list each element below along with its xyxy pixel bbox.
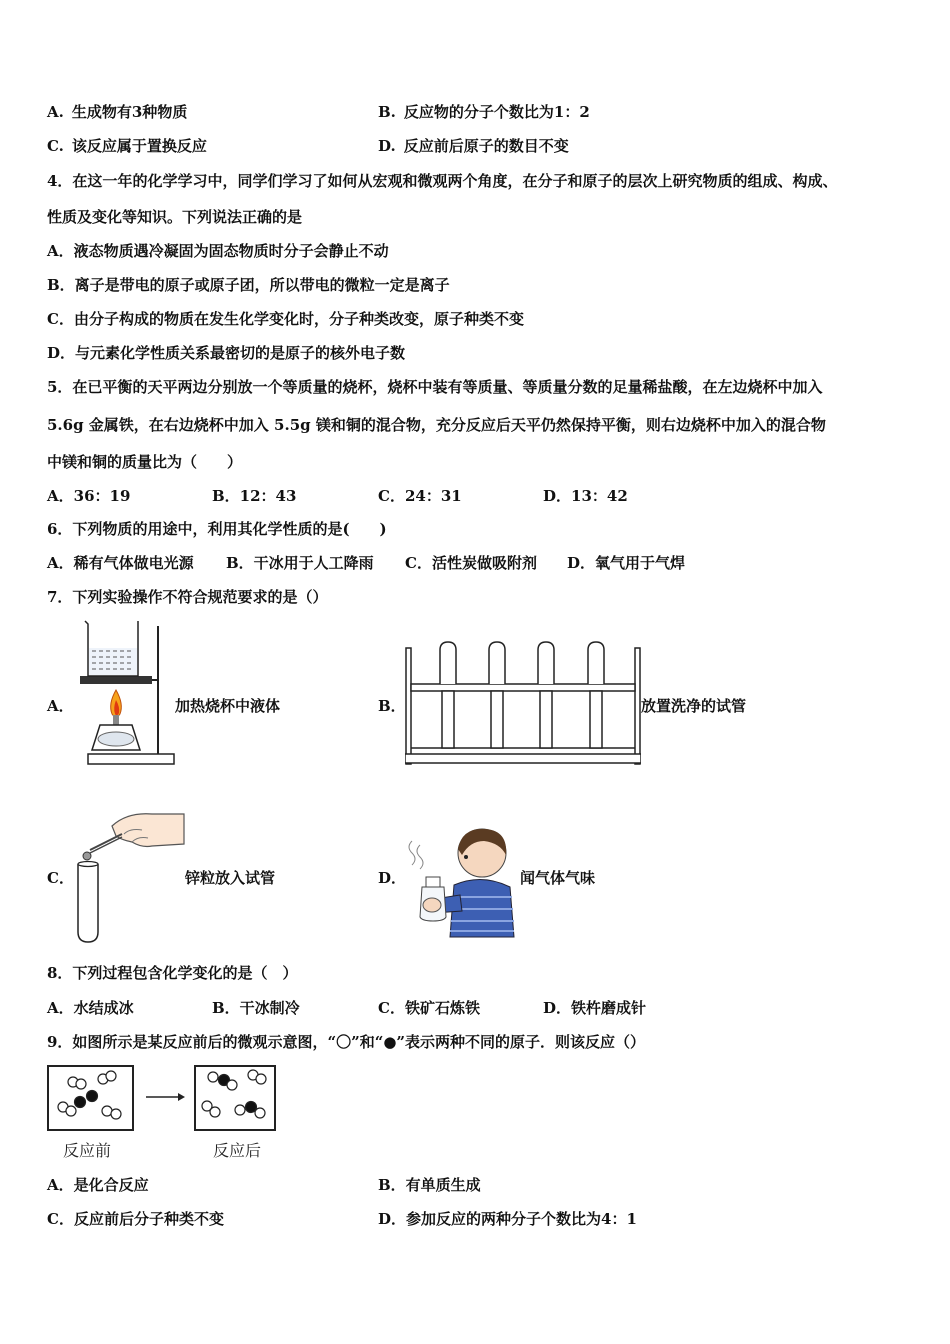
q8-option-c: C．铁矿石炼铁 xyxy=(378,999,480,1017)
test-tube-rack-figure xyxy=(405,638,641,768)
q5-option-a: A．36：19 xyxy=(47,487,131,505)
q6-option-d: D．氧气用于气焊 xyxy=(567,554,686,572)
reaction-before-label: 反应前 xyxy=(63,1141,112,1160)
heating-beaker-figure xyxy=(80,618,180,768)
q4-option-d: D．与元素化学性质关系最密切的是原子的核外电子数 xyxy=(47,344,406,362)
q7-option-d-label: D． xyxy=(378,869,407,887)
q5-option-c: C．24：31 xyxy=(378,487,462,505)
q8-stem: 8．下列过程包含化学变化的是（ ） xyxy=(47,964,298,982)
reaction-micro-diagram xyxy=(46,1064,278,1134)
q7-option-c-caption: 锌粒放入试管 xyxy=(185,869,276,887)
q3-option-d: D. 反应前后原子的数目不变 xyxy=(378,137,569,155)
q4-option-c: C．由分子构成的物质在发生化学变化时，分子种类改变，原子种类不变 xyxy=(47,310,524,328)
q8-option-d: D．铁杵磨成针 xyxy=(543,999,647,1017)
q9-option-a: A．是化合反应 xyxy=(47,1176,149,1194)
q6-option-a: A．稀有气体做电光源 xyxy=(47,554,194,572)
q7-option-b-label: B． xyxy=(378,697,406,715)
zinc-into-tube-figure xyxy=(72,806,187,946)
reaction-after-label: 反应后 xyxy=(213,1141,262,1160)
smelling-gas-figure xyxy=(404,825,519,943)
q6-option-c: C．活性炭做吸附剂 xyxy=(405,554,537,572)
q4-option-b: B．离子是带电的原子或原子团，所以带电的微粒一定是离子 xyxy=(47,276,450,294)
q9-option-d: D．参加反应的两种分子个数比为4：1 xyxy=(378,1210,637,1228)
q5-stem-line3: 中镁和铜的质量比为（ ） xyxy=(47,453,243,471)
q8-option-b: B．干冰制冷 xyxy=(212,999,300,1017)
q5-option-d: D．13：42 xyxy=(543,487,628,505)
q7-option-c-label: C． xyxy=(47,869,74,887)
q7-option-a-label: A． xyxy=(47,697,74,715)
q3-option-c: C. 该反应属于置换反应 xyxy=(47,137,207,155)
q5-stem-line1: 5．在已平衡的天平两边分别放一个等质量的烧杯，烧杯中装有等质量、等质量分数的足量稀盐酸，在左边烧杯中加入 xyxy=(47,378,823,396)
q8-option-a: A．水结成冰 xyxy=(47,999,134,1017)
q7-option-a-caption: 加热烧杯中液体 xyxy=(175,697,281,715)
q4-stem-line1: 4．在这一年的化学学习中，同学们学习了如何从宏观和微观两个角度，在分子和原子的层次上研究物质的组成、构成、 xyxy=(47,172,838,190)
q5-option-b: B．12：43 xyxy=(212,487,297,505)
q7-option-d-caption: 闻气体气味 xyxy=(520,869,596,887)
q9-option-c: C．反应前后分子种类不变 xyxy=(47,1210,224,1228)
q4-option-a: A．液态物质遇冷凝固为固态物质时分子会静止不动 xyxy=(47,242,389,260)
q5-stem-line2: 5.6g 金属铁，在右边烧杯中加入 5.5g 镁和铜的混合物，充分反应后天平仍然保持平衡，则右边烧杯中加入的混合物 xyxy=(47,416,826,434)
q3-option-b: B. 反应物的分子个数比为1：2 xyxy=(378,103,590,121)
q4-stem-line2: 性质及变化等知识。下列说法正确的是 xyxy=(47,208,303,226)
q6-stem: 6．下列物质的用途中，利用其化学性质的是( ) xyxy=(47,520,387,538)
q9-stem: 9．如图所示是某反应前后的微观示意图，“〇”和“●”表示两种不同的原子．则该反应（） xyxy=(47,1033,646,1051)
q6-option-b: B．干冰用于人工降雨 xyxy=(226,554,374,572)
q3-option-a: A. 生成物有3种物质 xyxy=(47,103,188,121)
q7-option-b-caption: 放置洗净的试管 xyxy=(641,697,747,715)
q9-option-b: B．有单质生成 xyxy=(378,1176,481,1194)
q7-stem: 7．下列实验操作不符合规范要求的是（） xyxy=(47,588,328,606)
